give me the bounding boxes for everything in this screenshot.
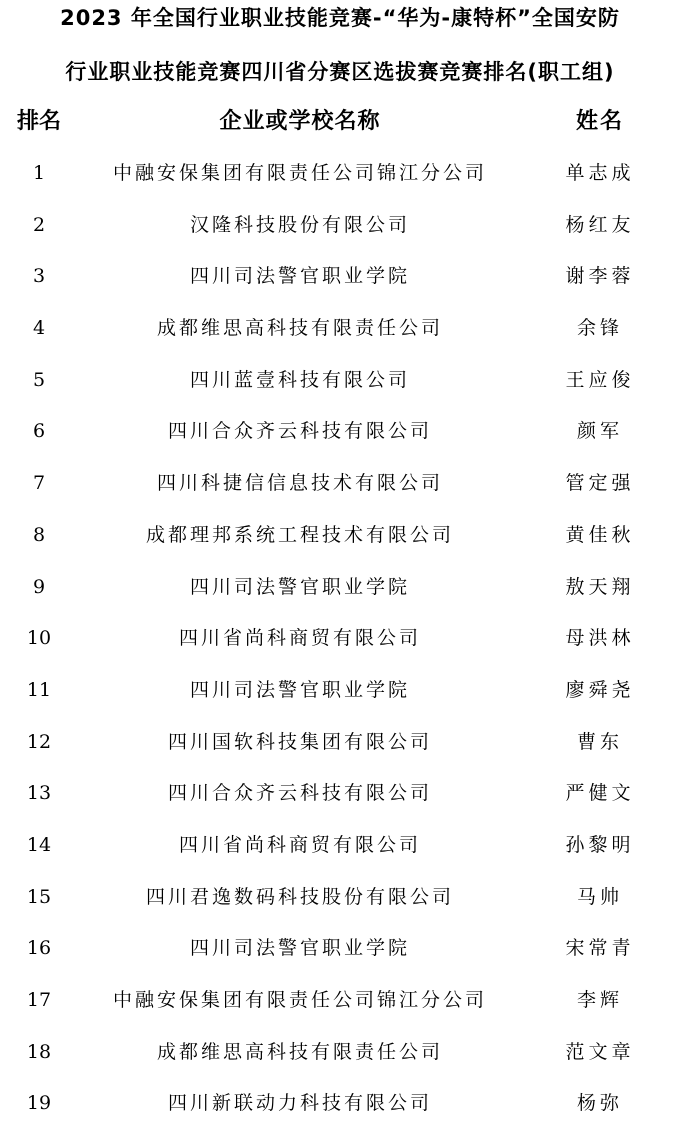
table-row xyxy=(0,458,680,510)
organization-cell: 四川科捷信信息技术有限公司 xyxy=(156,472,443,495)
name-cell: 敖天翔 xyxy=(565,575,635,598)
table-row xyxy=(0,303,680,355)
table-row xyxy=(0,1078,680,1130)
rank-cell: 14 xyxy=(26,833,52,856)
rank-cell: 12 xyxy=(26,730,52,753)
rank-cell: 18 xyxy=(26,1040,52,1063)
organization-cell: 四川省尚科商贸有限公司 xyxy=(178,627,421,650)
rank-cell: 1 xyxy=(32,162,46,184)
rank-cell: 7 xyxy=(32,472,46,495)
table-row xyxy=(0,872,680,924)
ranking-table xyxy=(0,148,680,1130)
table-row xyxy=(0,768,680,820)
name-cell: 宋常青 xyxy=(565,937,635,960)
table-row xyxy=(0,820,680,872)
table-row xyxy=(0,717,680,769)
organization-cell: 四川司法警官职业学院 xyxy=(189,575,410,598)
rank-cell: 15 xyxy=(26,885,52,908)
rank-cell: 6 xyxy=(32,420,46,443)
organization-cell: 成都理邦系统工程技术有限公司 xyxy=(145,523,454,546)
header-name: 姓名 xyxy=(575,109,624,134)
organization-cell: 中融安保集团有限责任公司锦江分公司 xyxy=(112,162,487,184)
organization-cell: 成都维思高科技有限责任公司 xyxy=(156,317,443,340)
table-row xyxy=(0,510,680,562)
organization-cell: 四川合众齐云科技有限公司 xyxy=(167,782,432,805)
name-cell: 孙黎明 xyxy=(565,833,635,856)
name-cell: 单志成 xyxy=(565,162,635,184)
name-cell: 严健文 xyxy=(565,782,635,805)
organization-cell: 四川国软科技集团有限公司 xyxy=(167,730,432,753)
header-organization: 企业或学校名称 xyxy=(219,109,381,134)
table-row xyxy=(0,613,680,665)
rank-cell: 17 xyxy=(26,989,52,1011)
organization-cell: 四川司法警官职业学院 xyxy=(189,678,410,701)
organization-cell: 四川蓝壹科技有限公司 xyxy=(189,368,410,391)
name-cell: 廖舜尧 xyxy=(565,678,635,701)
organization-cell: 中融安保集团有限责任公司锦江分公司 xyxy=(112,989,487,1011)
rank-cell: 9 xyxy=(32,575,46,598)
name-cell: 杨弥 xyxy=(576,1092,623,1115)
organization-cell: 四川省尚科商贸有限公司 xyxy=(178,833,421,856)
name-cell: 范文章 xyxy=(565,1040,635,1063)
organization-cell: 四川合众齐云科技有限公司 xyxy=(167,420,432,443)
organization-cell: 汉隆科技股份有限公司 xyxy=(189,213,410,236)
header-rank: 排名 xyxy=(16,109,61,134)
table-row xyxy=(0,251,680,303)
rank-cell: 2 xyxy=(32,213,46,236)
organization-cell: 四川新联动力科技有限公司 xyxy=(167,1092,432,1115)
name-cell: 李辉 xyxy=(576,989,623,1011)
name-cell: 曹东 xyxy=(576,730,623,753)
table-row xyxy=(0,406,680,458)
table-row xyxy=(0,200,680,252)
table-row xyxy=(0,148,680,200)
organization-cell: 四川司法警官职业学院 xyxy=(189,265,410,288)
rank-cell: 5 xyxy=(32,368,46,391)
rank-cell: 3 xyxy=(32,265,46,288)
table-row xyxy=(0,975,680,1027)
organization-cell: 四川君逸数码科技股份有限公司 xyxy=(145,885,454,908)
organization-cell: 四川司法警官职业学院 xyxy=(189,937,410,960)
rank-cell: 11 xyxy=(26,678,52,701)
name-cell: 王应俊 xyxy=(565,368,635,391)
name-cell: 马帅 xyxy=(576,885,623,908)
name-cell: 谢李蓉 xyxy=(565,265,635,288)
page-title-line-2: 行业职业技能竞赛四川省分赛区选拔赛竞赛排名(职工组) xyxy=(65,60,615,84)
table-row xyxy=(0,923,680,975)
rank-cell: 19 xyxy=(26,1092,52,1115)
name-cell: 杨红友 xyxy=(565,213,635,236)
rank-cell: 10 xyxy=(26,627,52,650)
table-row xyxy=(0,665,680,717)
rank-cell: 8 xyxy=(32,523,46,546)
table-row xyxy=(0,1027,680,1079)
name-cell: 颜军 xyxy=(576,420,623,443)
organization-cell: 成都维思高科技有限责任公司 xyxy=(156,1040,443,1063)
name-cell: 余锋 xyxy=(576,317,623,340)
table-header xyxy=(0,106,680,138)
name-cell: 母洪林 xyxy=(565,627,635,650)
rank-cell: 13 xyxy=(26,782,52,805)
rank-cell: 4 xyxy=(32,317,46,340)
page-title-line-1: 2023 年全国行业职业技能竞赛-“华为-康特杯”全国安防 xyxy=(60,6,620,30)
name-cell: 黄佳秋 xyxy=(565,523,635,546)
table-row xyxy=(0,355,680,407)
name-cell: 管定强 xyxy=(565,472,635,495)
table-row xyxy=(0,562,680,614)
rank-cell: 16 xyxy=(26,937,52,960)
